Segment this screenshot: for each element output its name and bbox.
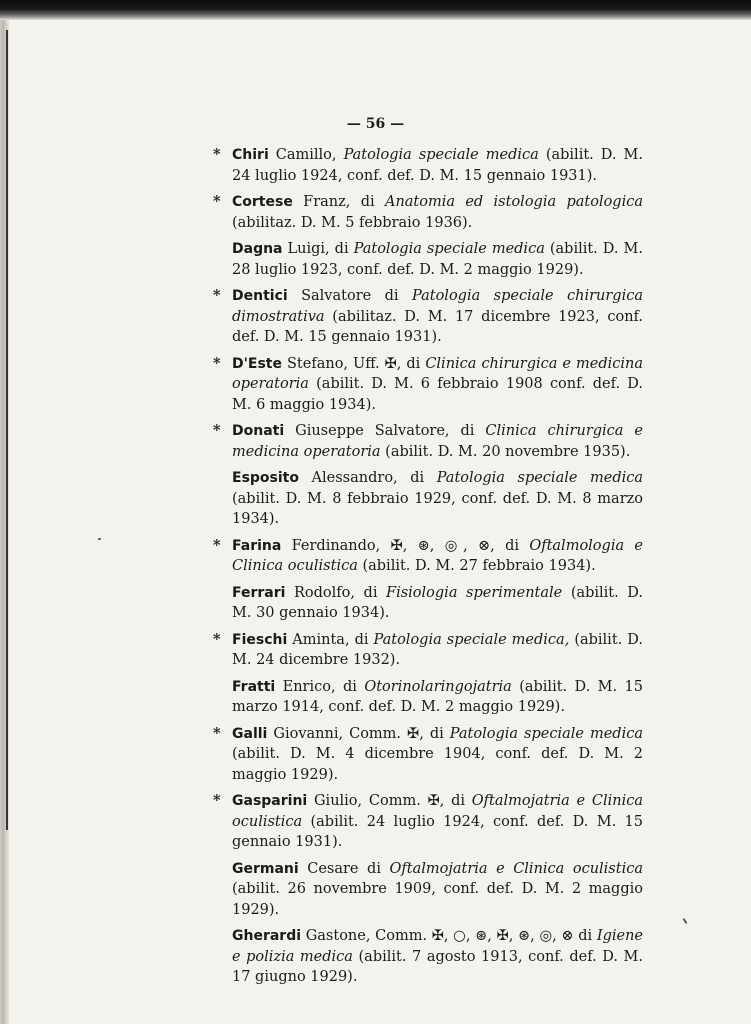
entry-surname: Esposito <box>232 470 299 486</box>
scan-edge-line <box>6 30 8 830</box>
page-number: — 56 — <box>346 116 405 132</box>
scan-top-border <box>0 0 751 20</box>
entry-subject: Igiene e polizia medica <box>232 928 643 965</box>
entry-subject: Oftalmologia e Clinica oculistica <box>232 537 643 574</box>
entry-subject: Fisiologia sperimentale <box>386 584 563 601</box>
entry-surname: Ferrari <box>232 584 286 601</box>
asterisk-mark: * <box>213 724 221 742</box>
entry-surname: Dagna <box>232 241 283 257</box>
entry-dates: (abilit. D. M. 24 dicembre 1932). <box>232 631 643 668</box>
entry-surname: Dentici <box>232 288 288 304</box>
entry-surname: Gasparini <box>232 793 308 809</box>
entry-subject: Oftalmojatria e Clinica oculistica <box>232 793 643 830</box>
list-item <box>213 630 643 671</box>
entry-surname: Gherardi <box>232 928 302 944</box>
asterisk-mark: * <box>213 193 221 210</box>
entry-name-and-titles: Ferdinando, ✠, ⊛, ◎, ⊗, di <box>281 537 530 554</box>
entry-dates: (abilit. D. M. 30 gennaio 1934). <box>232 584 644 621</box>
entry-subject: Patologia speciale medica <box>343 147 539 163</box>
entry-surname: Galli <box>232 725 268 742</box>
entry-subject: Clinica chirurgica e medicina operatoria <box>232 423 643 460</box>
entry-dates: (abilit. D. M. 20 novembre 1935). <box>380 443 631 460</box>
entry-name-and-titles: Camillo, <box>268 147 344 163</box>
list-item <box>213 859 643 921</box>
entry-subject: Patologia speciale chirurgica dimostrativa <box>232 288 643 325</box>
entry-name-and-titles: Giuseppe Salvatore, di <box>284 423 486 439</box>
entry-name-and-titles: Cesare di <box>298 860 390 877</box>
list-item <box>213 536 643 577</box>
entry-name-and-titles: Giulio, Comm. ✠, di <box>307 793 472 809</box>
entry-dates: (abilit. 26 novembre 1909, conf. def. D. M. 2 maggio 1929). <box>232 881 643 918</box>
list-item <box>213 468 643 530</box>
entry-dates: (abilit. D. M. 15 marzo 1914, conf. def. D. M. 2 maggio 1929). <box>232 678 644 715</box>
entry-dates: (abilit. D. M. 27 febbraio 1934). <box>357 558 596 574</box>
list-item <box>213 354 643 416</box>
entry-name-and-titles: Salvatore di <box>287 288 412 304</box>
asterisk-mark: * <box>213 354 221 372</box>
list-item <box>213 677 643 718</box>
entry-subject: Patologia speciale medica, <box>373 631 570 648</box>
list-item <box>213 145 643 186</box>
entry-surname: Farina <box>232 537 282 554</box>
entry-name-and-titles: Aminta, di <box>287 631 374 648</box>
entry-dates: (abilit. D. M. 6 febbraio 1908 conf. def. D. M. 6 maggio 1934). <box>232 376 643 413</box>
scan-speck <box>682 918 687 924</box>
entry-surname: D'Este <box>232 355 282 372</box>
entry-surname: Germani <box>232 860 299 877</box>
scan-speck <box>98 538 101 540</box>
entry-subject: Clinica chirurgica e medicina operatoria <box>232 355 643 392</box>
entry-subject: Anatomia ed istologia patologica <box>384 194 643 210</box>
entry-name-and-titles: Gastone, Comm. ✠, ○, ⊛, ✠, ⊛, ◎, ⊗ di <box>301 928 597 944</box>
list-item <box>213 192 643 233</box>
entry-dates: (abilit. D. M. 4 dicembre 1904, conf. def. D. M. 2 maggio 1929). <box>232 746 643 783</box>
entry-subject: Patologia speciale medica <box>436 470 644 486</box>
entry-dates: (abilit. 7 agosto 1913, conf. def. D. M. 17 giugno 1929). <box>232 948 643 985</box>
entry-dates: (abilit. D. M. 28 luglio 1923, conf. def. D. M. 2 maggio 1929). <box>232 241 643 278</box>
entry-name-and-titles: Giovanni, Comm. ✠, di <box>267 725 450 742</box>
list-item <box>213 724 643 786</box>
entry-dates: (abilit. D. M. 24 luglio 1924, conf. def. D. M. 15 gennaio 1931). <box>232 147 644 184</box>
entry-name-and-titles: Alessandro, di <box>298 470 437 486</box>
entry-subject: Oftalmojatria e Clinica oculistica <box>389 860 643 877</box>
entry-dates: (abilit. D. M. 8 febbraio 1929, conf. def. D. M. 8 marzo 1934). <box>232 490 643 527</box>
entry-surname: Fratti <box>232 678 276 695</box>
entry-name-and-titles: Stefano, Uff. ✠, di <box>282 355 426 372</box>
entry-name-and-titles: Enrico, di <box>275 678 365 695</box>
entry-surname: Fieschi <box>232 631 288 648</box>
list-item <box>213 926 643 988</box>
entry-dates: (abilit. 24 luglio 1924, conf. def. D. M. 15 gennaio 1931). <box>232 813 643 850</box>
entry-name-and-titles: Luigi, di <box>282 241 354 257</box>
asterisk-mark: * <box>213 536 221 554</box>
entry-dates: (abilitaz. D. M. 5 febbraio 1936). <box>232 214 473 231</box>
list-item <box>213 421 643 462</box>
asterisk-mark: * <box>213 287 221 304</box>
entry-name-and-titles: Rodolfo, di <box>285 584 387 601</box>
entry-name-and-titles: Franz, di <box>292 194 385 210</box>
asterisk-mark: * <box>213 630 221 648</box>
entry-dates: (abilitaz. D. M. 17 dicembre 1923, conf. def. D. M. 15 gennaio 1931). <box>232 308 643 345</box>
list-item <box>213 239 643 280</box>
list-item <box>213 286 643 348</box>
list-item <box>213 791 643 853</box>
entry-subject: Otorinolaringojatria <box>364 678 512 695</box>
entry-surname: Chiri <box>232 147 269 163</box>
list-item <box>213 583 643 624</box>
entry-subject: Patologia speciale medica <box>449 725 643 742</box>
asterisk-mark: * <box>213 422 221 439</box>
entry-surname: Donati <box>232 423 285 439</box>
entry-list <box>213 145 643 994</box>
entry-subject: Patologia speciale medica <box>353 241 545 257</box>
asterisk-mark: * <box>213 146 221 163</box>
asterisk-mark: * <box>213 792 221 809</box>
entry-surname: Cortese <box>232 194 293 210</box>
